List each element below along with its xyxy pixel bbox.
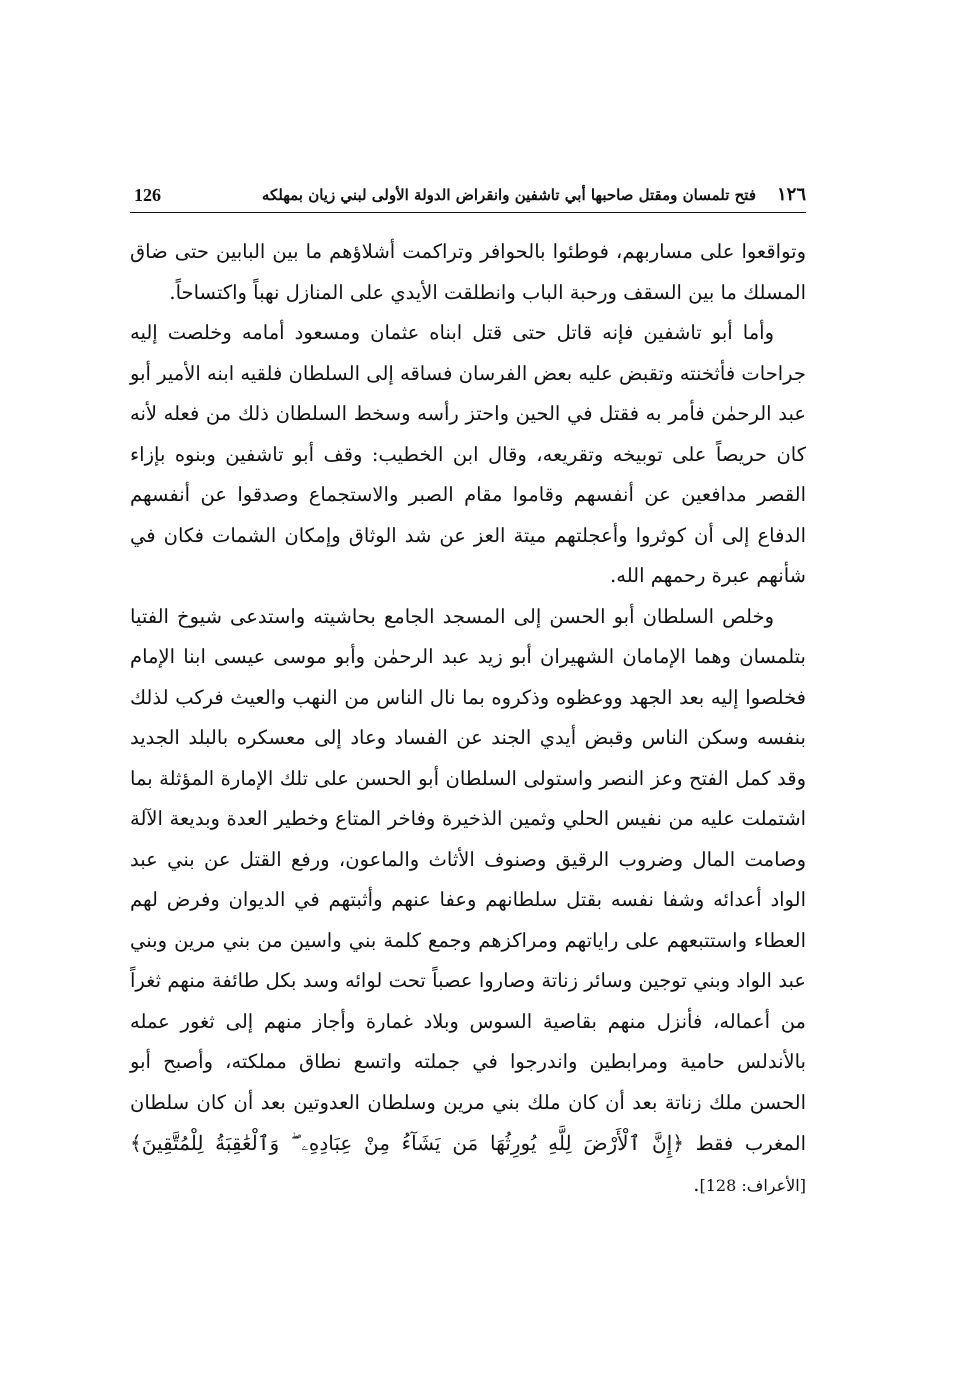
final-period: . (693, 1172, 700, 1196)
page-number-arabic: ١٢٦ (776, 184, 806, 205)
verse-citation: [الأعراف: 128] (699, 1175, 806, 1195)
paragraph-abu-al-hasan-text: وخلص السلطان أبو الحسن إلى المسجد الجامع بحاشيته واستدعى شيوخ الفتيا بتلمسان وهما الإمامان الشهيران أبو زيد عبد الرحمٰن وأبو موسى عيسى ابنا الإمام فخلصوا إليه بعد الجهد ووعظوه وذكروه بما نال الناس من النهب والعيث فركب لذلك بنفسه وسكن الناس وقبض أيدي الجند عن الفساد وعاد إلى معسكره بالبلد الجديد وقد كمل الفتح وعز النصر واستولى السلطان أبو الحسن على تلك الإمارة المؤثلة بما اشتملت عليه من نفيس الحلي وثمين الذخيرة وفاخر المتاع وخطير العدة وبديعة الآلة وصامت المال وضروب الرقيق وصنوف الأثاث والماعون، ورفع القتل عن بني عبد الواد أعدائه وشفا نفسه بقتل سلطانهم وعفا عنهم وأثبتهم في الديوان وفرض لهم العطاء واستتبعهم على راياتهم ومراكزهم وجمع كلمة بني واسين من بني مرين وبني عبد الواد وبني توجين وسائر زناتة وصاروا عصباً تحت لوائه وسد بكل طائفة منهم ثغراً من أعماله، فأنزل منهم بقاصية السوس وبلاد غمارة وأجاز منهم إلى ثغور عمله بالأندلس حامية ومرابطين واندرجوا في جملته واتسع نطاق مملكته، وأصبح أبو الحسن ملك زناتة بعد أن كان ملك بني مرين وسلطان العدوتين بعد أن كان سلطان المغرب فقط (130, 604, 806, 1155)
page-number-latin: 126 (134, 185, 161, 205)
paragraph-abu-tashfin: وأما أبو تاشفين فإنه قاتل حتى قتل ابناه عثمان ومسعود أمامه وخلصت إليه جراحات فأثخنته وتقبض عليه بعض الفرسان فساقه إلى السلطان فلقيه ابنه الأمير أبو عبد الرحمٰن فأمر به فقتل في الحين واحتز رأسه وسخط السلطان ذلك من فعله لأنه كان حريصاً على توبيخه وتقريعه، وقال ابن الخطيب: وقف أبو تاشفين وبنوه بإزاء القصر مدافعين عن أنفسهم وقاموا مقام الصبر والاستجماع وصدقوا عن أنفسهم الدفاع إلى أن كوثروا وأعجلتهم ميتة العز عن شد الوثاق وإمكان الشمات فكان في شأنهم عبرة رحمهم الله. (130, 321, 806, 587)
running-title: فتح تلمسان ومقتل صاحبها أبي تاشفين وانقراض الدولة الأولى لبني زيان بمهلكه (261, 186, 756, 204)
paragraph-abu-al-hasan (130, 597, 806, 1207)
body-text (130, 232, 806, 1206)
page-header (130, 184, 806, 213)
paragraph-continuation: وتواقعوا على مساربهم، فوطئوا بالحوافر وتراكمت أشلاؤهم ما بين البابين حتى ضاق المسلك ما بين السقف ورحبة الباب وانطلقت الأيدي على المنازل نهباً واكتساحاً. (130, 240, 806, 304)
quran-verse: ﴿إِنَّ ٱلْأَرْضَ لِلَّهِ يُورِثُهَا مَن يَشَآءُ مِنْ عِبَادِهِۦ ۖ وَٱلْعَٰقِبَةُ لِلْمُتَّقِينَ﴾ (130, 1131, 684, 1155)
